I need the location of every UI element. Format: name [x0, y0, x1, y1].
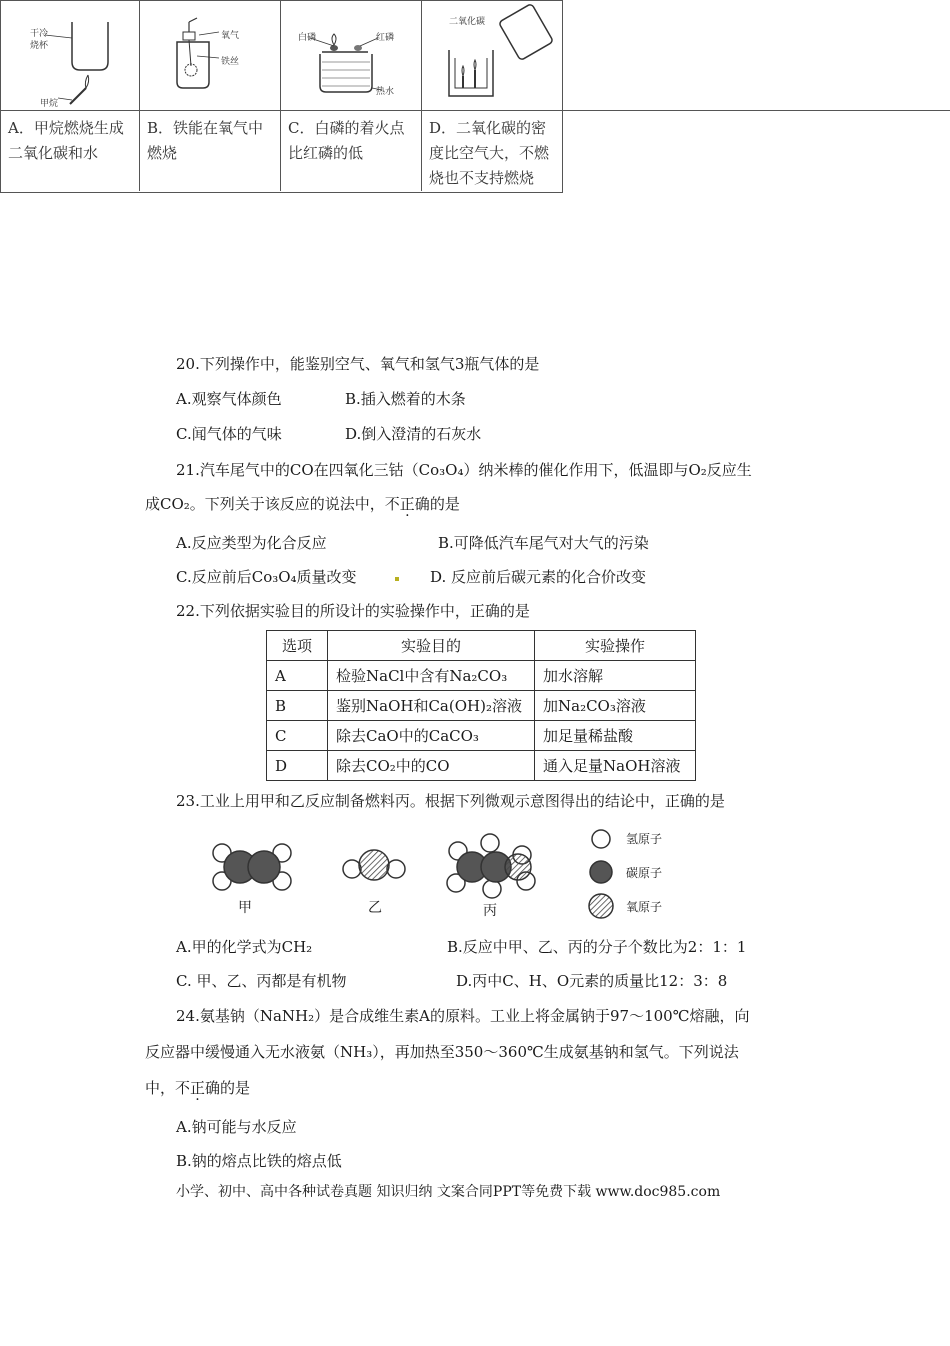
q21-stem-line2	[145, 494, 460, 514]
carbon-dioxide-icon	[421, 0, 561, 110]
q22-stem: 22.下列依据实验目的所设计的实验操作中，正确的是	[176, 602, 530, 620]
label-oxygen: 氧气	[221, 31, 240, 41]
label-yi: 乙	[368, 900, 382, 916]
q23-option-c: C. 甲、乙、丙都是有机物	[176, 972, 347, 990]
iron-burning-icon	[139, 0, 280, 110]
q23-stem: 23.工业上用甲和乙反应制备燃料丙。根据下列微观示意图得出的结论中，正确的是	[176, 792, 725, 810]
phosphorus-icon	[280, 0, 421, 110]
table-cell: A	[267, 661, 328, 691]
table-cell: 加Na₂CO₃溶液	[535, 691, 696, 721]
mark-dot	[395, 577, 399, 581]
q20-option-d: D.倒入澄清的石灰水	[345, 425, 482, 443]
q23-option-b: B.反应中甲、乙、丙的分子个数比为2：1：1	[447, 938, 747, 956]
q21-option-c: C.反应前后Co₃O₄质量改变	[176, 568, 357, 586]
table-cell: 加足量稀盐酸	[535, 721, 696, 751]
q21-option-d: D. 反应前后碳元素的化合价改变	[430, 568, 647, 586]
q24-stem-line3	[145, 1078, 250, 1098]
table-row	[267, 661, 696, 691]
q23-option-a: A.甲的化学式为CH₂	[176, 938, 313, 956]
legend-carbon-label: 碳原子	[626, 866, 663, 880]
q20-stem: 20.下列操作中，能鉴别空气、氧气和氢气3瓶气体的是	[176, 355, 540, 373]
table-cell: 通入足量NaOH溶液	[535, 751, 696, 781]
caption-b: B．铁能在氧气中燃烧	[147, 119, 264, 162]
experiment-figure	[0, 0, 563, 193]
q20-option-c: C.闻气体的气味	[176, 425, 282, 443]
molecule-diagram	[200, 825, 700, 925]
caption-a: A．甲烷燃烧生成二氧化碳和水	[8, 119, 124, 162]
legend-oxygen-label: 氧原子	[626, 900, 663, 914]
label-methane: 甲烷	[40, 99, 59, 109]
label-hot-water: 热水	[376, 87, 395, 97]
q21-option-a: A.反应类型为化合反应	[176, 534, 327, 552]
figure-cell-a	[0, 0, 140, 191]
caption-c: C．白磷的着火点比红磷的低	[288, 119, 405, 162]
q24-option-b: B.钠的熔点比铁的熔点低	[176, 1152, 342, 1170]
molecule-yi-icon	[343, 850, 405, 880]
q24-stem-post: 的是	[220, 1079, 251, 1097]
q21-stem-line1: 21.汽车尾气中的CO在四氧化三钴（Co₃O₄）纳米棒的催化作用下，低温即与O₂反应生	[176, 461, 752, 479]
table-cell: 鉴别NaOH和Ca(OH)₂溶液	[328, 691, 535, 721]
q21-stem-pre: 成CO₂。下列关于该反应的说法中，	[145, 495, 385, 513]
table-cell: 检验NaCl中含有Na₂CO₃	[328, 661, 535, 691]
label-iron-wire: 铁丝	[221, 57, 240, 67]
q20-option-a: A.观察气体颜色	[176, 390, 282, 408]
q21-stem-post: 的是	[429, 495, 460, 513]
q22-table	[266, 630, 696, 781]
table-cell: C	[267, 721, 328, 751]
label-red-phosphorus: 红磷	[376, 33, 395, 43]
label-bing: 丙	[483, 903, 497, 919]
figure-cell-d	[421, 0, 561, 191]
legend-oxygen-icon	[589, 894, 613, 918]
table-row	[267, 691, 696, 721]
table-header: 选项	[267, 631, 328, 661]
figure-cell-b	[139, 0, 281, 191]
q24-option-a: A.钠可能与水反应	[176, 1118, 297, 1136]
q23-option-d: D.丙中C、H、O元素的质量比12：3：8	[456, 972, 728, 990]
methane-burning-icon	[0, 0, 139, 110]
legend-hydrogen-icon	[592, 830, 610, 848]
figure-cell-c	[280, 0, 422, 191]
table-cell: 除去CaO中的CaCO₃	[328, 721, 535, 751]
table-cell: D	[267, 751, 328, 781]
q21-option-b: B.可降低汽车尾气对大气的污染	[438, 534, 649, 552]
table-header: 实验操作	[535, 631, 696, 661]
table-cell: B	[267, 691, 328, 721]
q21-emphasis: 不正确	[384, 495, 430, 513]
table-header-row	[267, 631, 696, 661]
label-carbon-dioxide: 二氧化碳	[449, 17, 486, 27]
table-cell: 除去CO₂中的CO	[328, 751, 535, 781]
label-beaker: 烧杯	[30, 41, 49, 51]
q24-stem-line1: 24.氨基钠（NaNH₂）是合成维生素A的原料。工业上将金属钠于97～100℃熔融，向	[176, 1007, 750, 1025]
label-jia: 甲	[238, 900, 252, 916]
legend-carbon-icon	[590, 861, 612, 883]
table-cell: 加水溶解	[535, 661, 696, 691]
q24-emphasis: 不正确	[175, 1079, 221, 1097]
table-row	[267, 751, 696, 781]
molecule-jia-icon	[213, 844, 291, 890]
q20-option-b: B.插入燃着的木条	[345, 390, 466, 408]
q24-stem-line2: 反应器中缓慢通入无水液氨（NH₃），再加热至350～360℃生成氨基钠和氢气。下列说法	[145, 1043, 739, 1061]
legend-hydrogen-label: 氢原子	[626, 832, 663, 846]
molecule-bing-icon	[447, 834, 535, 898]
table-row	[267, 721, 696, 751]
label-white-phosphorus: 白磷	[298, 33, 317, 43]
table-header: 实验目的	[328, 631, 535, 661]
caption-d: D．二氧化碳的密度比空气大，不燃烧也不支持燃烧	[429, 119, 550, 187]
q24-stem-pre: 中，	[145, 1079, 176, 1097]
label-dry-cold: 干冷	[30, 29, 49, 39]
page-footer: 小学、初中、高中各种试卷真题 知识归纳 文案合同PPT等免费下载 www.doc985.com	[176, 1184, 721, 1200]
